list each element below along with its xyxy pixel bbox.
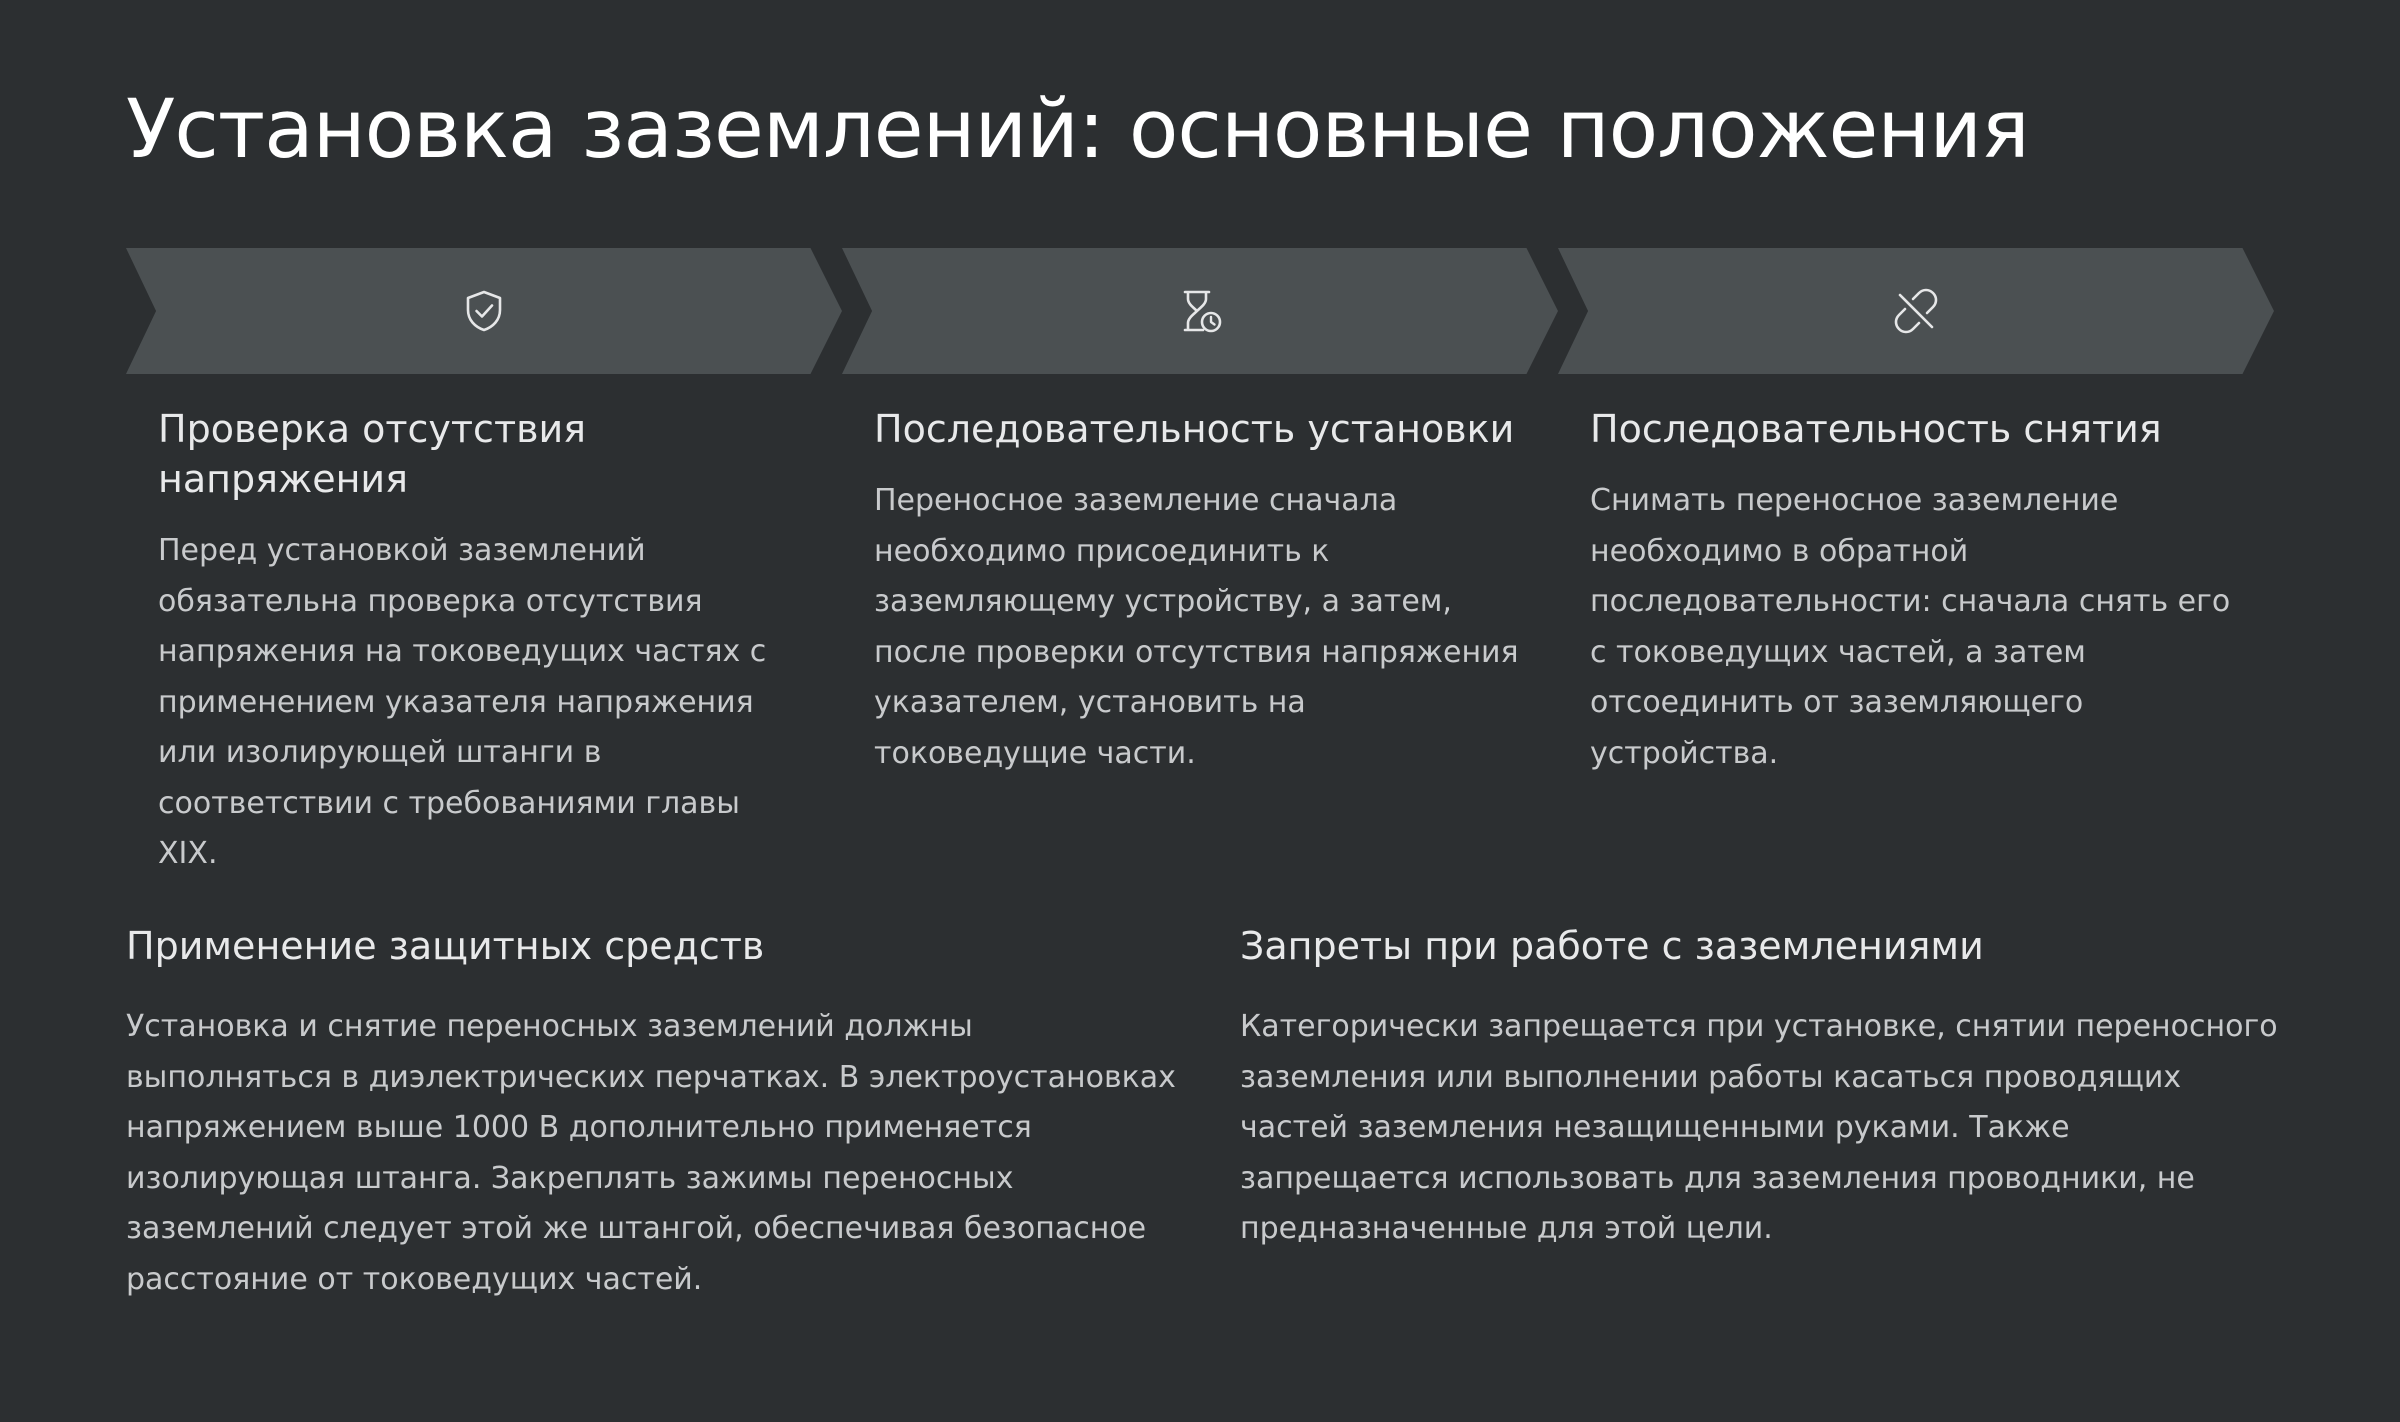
hourglass-clock-icon (1176, 287, 1224, 335)
step-3-title: Последовательность снятия (1590, 407, 2162, 451)
section-prohibitions (1240, 918, 2280, 1255)
section-protective-equipment-title: Применение защитных средств (126, 924, 765, 968)
step-1-title: Проверка отсутствия напряжения (158, 407, 587, 501)
section-prohibitions-title: Запреты при работе с заземлениями (1240, 924, 1984, 968)
step-3 (1590, 404, 2250, 779)
section-protective-equipment-body: Установка и снятие переносных заземлений должны выполняться в диэлектрических перчатках. В электроустановках напряжением выше 1000 В дополнительно применяется изолирующая штанга. Закреплять зажимы переносных заземлений следует этой же штангой, обеспечивая безопасное расстояние от токоведущих частей. (126, 1009, 1176, 1297)
step-1 (158, 404, 808, 880)
step-2-chevron (842, 248, 1558, 374)
step-2 (874, 404, 1524, 779)
step-1-chevron (126, 248, 842, 374)
section-protective-equipment (126, 918, 1186, 1305)
section-prohibitions-body: Категорически запрещается при установке, снятии переносного заземления или выполнении работы касаться проводящих частей заземления незащищенными руками. Также запрещается использовать для заземления проводники, не предназначенные для этой цели. (1240, 1009, 2278, 1246)
step-2-body: Переносное заземление сначала необходимо присоединить к заземляющему устройству, а затем, после проверки отсутствия напряжения указателем, установить на токоведущие части. (874, 483, 1519, 771)
step-2-title: Последовательность установки (874, 407, 1515, 451)
step-3-body: Снимать переносное заземление необходимо в обратной последовательности: сначала снять его с токоведущих частей, а затем отсоединить от заземляющего устройства. (1590, 483, 2231, 771)
unlink-icon (1892, 287, 1940, 335)
page-title: Установка заземлений: основные положения (126, 83, 2029, 177)
step-1-body: Перед установкой заземлений обязательна проверка отсутствия напряжения на токоведущих частях с применением указателя напряжения или изолирующей штанги в соответствии с требованиями главы XIX. (158, 533, 767, 871)
step-3-chevron (1558, 248, 2274, 374)
shield-check-icon (460, 287, 508, 335)
